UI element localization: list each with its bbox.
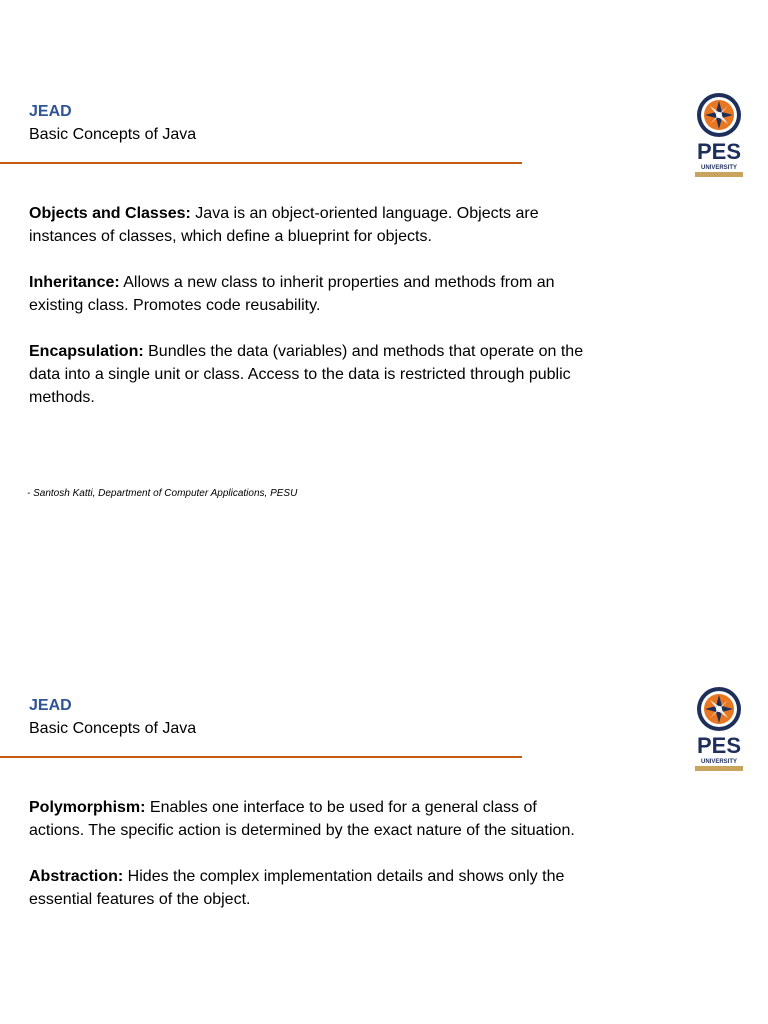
logo-name: PES [696,139,742,164]
concept-term: Inheritance: [29,274,120,291]
concept-term: Objects and Classes: [29,205,191,222]
pes-university-compass-logo-icon [690,684,748,776]
concept-objects-classes [29,202,589,248]
slide-content [29,796,589,934]
concept-description: Allows a new class to inherit properties and methods from an existing class. Promotes code reusability. [29,274,555,314]
header-divider [0,756,522,758]
concept-inheritance [29,271,589,317]
concept-term: Abstraction: [29,868,124,885]
header-divider [0,162,522,164]
course-title: JEAD [29,103,72,120]
concept-term: Polymorphism: [29,799,146,816]
slide-subtitle: Basic Concepts of Java [29,126,197,143]
slide-subtitle: Basic Concepts of Java [29,720,197,737]
concept-description: Hides the complex implementation details and shows only the essential features of the object. [29,868,565,908]
logo-sub: UNIVERSITY [700,165,738,171]
concept-abstraction [29,865,589,911]
logo-sub: UNIVERSITY [700,759,738,765]
slide-2 [0,594,768,1024]
author-credit: - Santosh Katti, Department of Computer Applications, PESU [27,488,298,499]
concept-description: Enables one interface to be used for a general class of actions. The specific action is determined by the exact nature of the situation. [29,799,575,839]
course-title: JEAD [29,697,72,714]
slide-content [29,202,589,432]
concept-description: Bundles the data (variables) and methods that operate on the data into a single unit or class. Access to the data is restricted through public methods. [29,343,584,406]
concept-term: Encapsulation: [29,343,144,360]
concept-polymorphism [29,796,589,842]
concept-encapsulation [29,340,589,409]
pes-university-compass-logo-icon [690,90,748,182]
pes-university-logo [690,90,748,182]
pes-university-logo [690,684,748,776]
concept-description: Java is an object-oriented language. Objects are instances of classes, which define a blueprint for objects. [29,205,539,245]
logo-name: PES [696,733,742,758]
